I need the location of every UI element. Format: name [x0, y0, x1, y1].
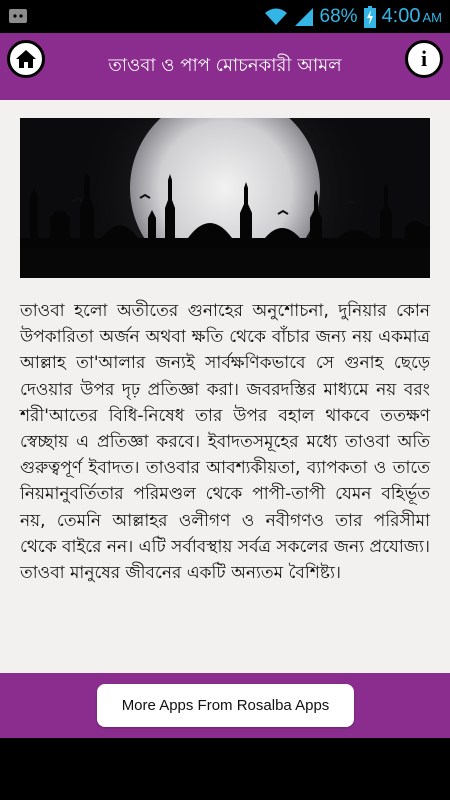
status-bar [0, 0, 450, 33]
wifi-icon [264, 7, 288, 27]
home-icon [15, 48, 37, 70]
battery-percent: 68% [319, 5, 358, 27]
mosque-moon-banner [20, 118, 430, 278]
article-text: তাওবা হলো অতীতের গুনাহের অনুশোচনা, দুনিয়ার কোন উপকারিতা অর্জন অথবা ক্ষতি থেকে বাঁচার জন্য নয় একমাত্র আল্লাহ তা'আলার জন্যই সার্বক্ষণিকভাবে সে গুনাহ ছেড়ে দেওয়ার উপর দৃঢ় প্রতিজ্ঞা করা। জবরদস্তির মাধ্যমে নয় বরং শরী'আতের বিধি-নিষেধ তার উপর বহাল থাকবে ততক্ষণ স্বেচ্ছায় এ প্রতিজ্ঞা করবে। ইবাদতসমূহের মধ্যে তাওবা অতি গুরুত্বপূর্ণ ইবাদত। তাওবার আবশ্যকীয়তা, ব্যাপকতা ও তাতে নিয়মানুবর্তিতার পরিমণ্ডল থেকে পাপী-তাপী যেমন বহির্ভূত নয়, তেমনি আল্লাহর ওলীগণ ও নবীগণও তার পরিসীমা থেকে বাইরে নন। এটি সর্বাবস্থায় সর্বত্র সকলের জন্য প্রযোজ্য। তাওবা মানুষের জীবনের একটি অন্যতম বৈশিষ্ট্য। [20, 301, 430, 584]
clock-ampm: AM [422, 10, 442, 25]
app-header [0, 33, 450, 100]
battery-charging-icon [364, 6, 376, 28]
clock-time: 4:00 [381, 5, 421, 27]
clock [382, 5, 442, 28]
signal-icon [294, 7, 314, 27]
page-title: তাওবা ও পাপ মোচনকারী আমল [108, 55, 342, 76]
bottom-black-area [0, 738, 450, 800]
mosque-night-image [20, 118, 430, 278]
content-area [0, 100, 450, 673]
home-button[interactable] [7, 40, 45, 78]
more-apps-button[interactable]: More Apps From Rosalba Apps [97, 684, 354, 727]
info-icon: i [420, 46, 428, 71]
android-notification-icon [8, 6, 28, 26]
footer-bar [0, 673, 450, 738]
info-button[interactable] [405, 40, 443, 78]
